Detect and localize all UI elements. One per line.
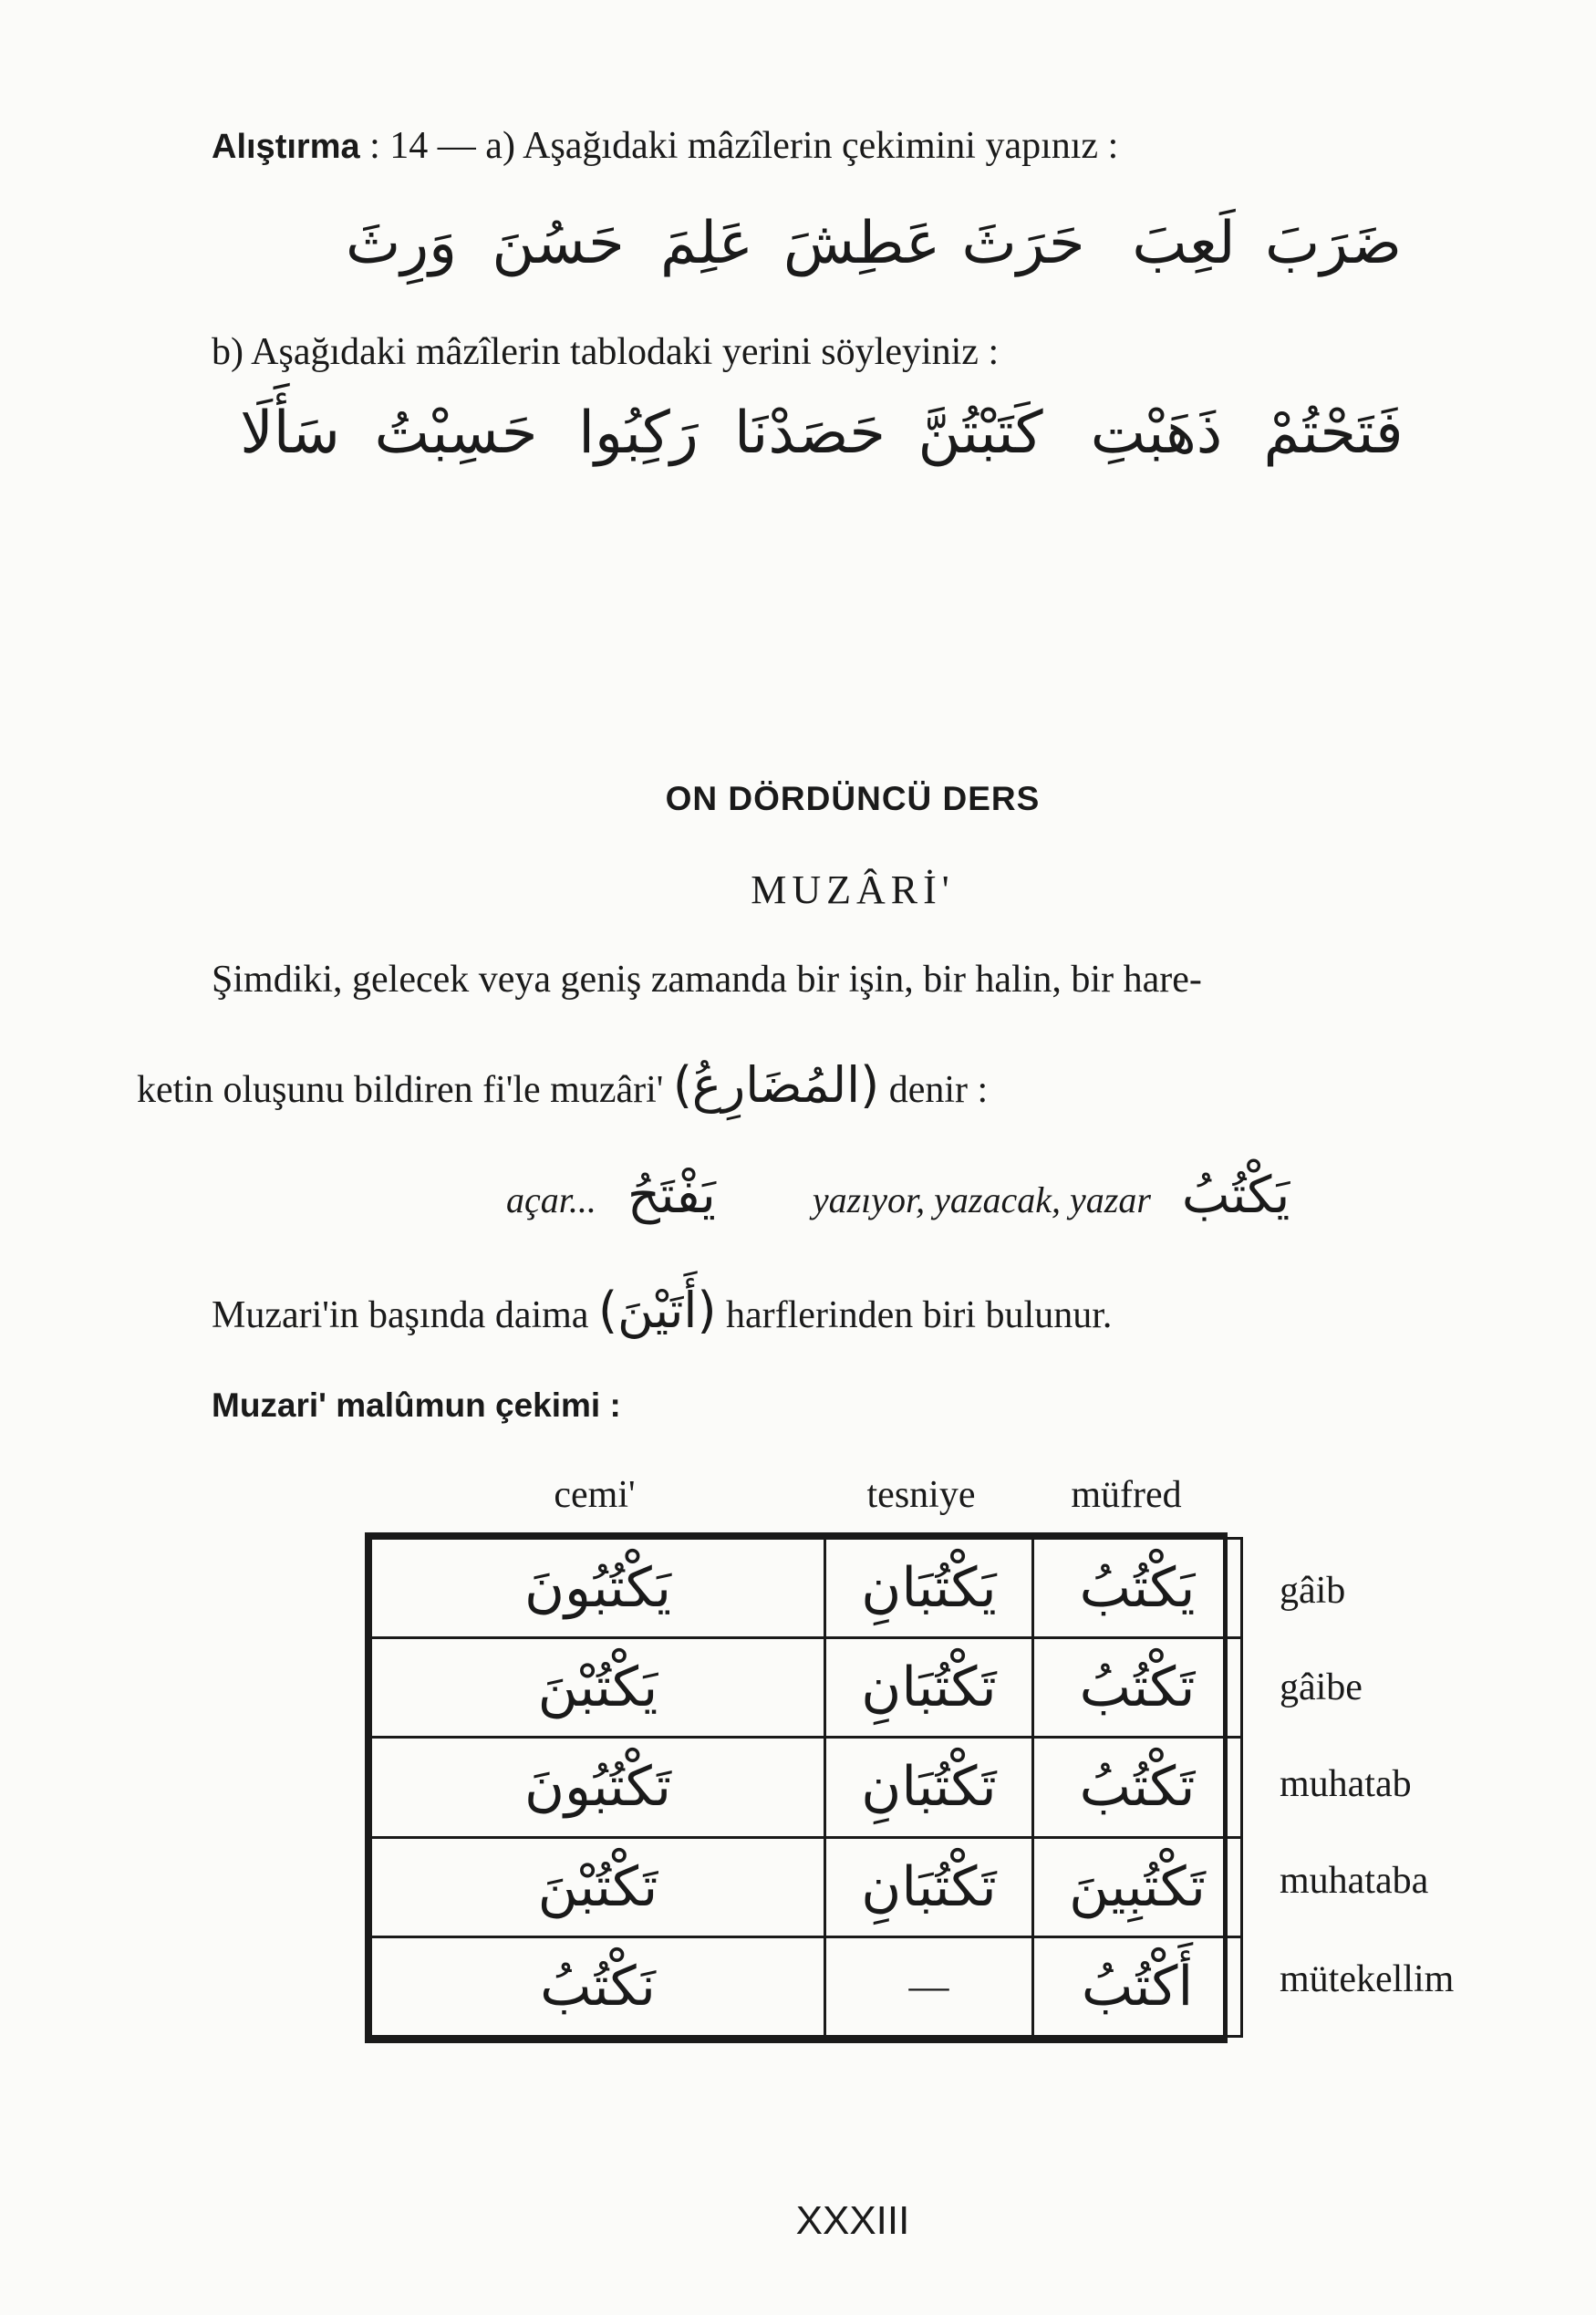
conjugation-table xyxy=(365,1532,1228,2043)
paragraph-text: denir : xyxy=(888,1069,989,1111)
exercise-part-a: a) Aşağıdaki mâzîlerin çekimini yapınız : xyxy=(485,125,1119,167)
cell-cemi: تَكْتُبُونَ xyxy=(371,1738,825,1837)
arabic-word: حَرَثَ xyxy=(961,210,1085,277)
arabic-word: حَسُنَ xyxy=(492,210,625,277)
exercise-part-b: b) Aşağıdaki mâzîlerin tablodaki yerini söyleyiniz : xyxy=(212,331,1000,373)
cell-tesniye: يَكْتُبَانِ xyxy=(825,1539,1033,1638)
column-header-tesniye: tesniye xyxy=(866,1474,976,1516)
example-row xyxy=(506,1166,1290,1225)
cell-mufred: تَكْتُبِينَ xyxy=(1033,1837,1242,1936)
cell-cemi: يَكْتُبُونَ xyxy=(371,1539,825,1638)
exercise-label: Alıştırma xyxy=(212,128,360,166)
arabic-word: ضَرَبَ xyxy=(1265,210,1402,277)
exercise-b-words xyxy=(0,400,1596,500)
cell-tesniye: — xyxy=(825,1936,1033,2036)
paragraph-text: ketin oluşunu bildiren fi'le muzâri' xyxy=(137,1069,664,1111)
conjugation-heading: Muzari' malûmun çekimi : xyxy=(212,1386,621,1424)
arabic-word: ذَهَبْتِ xyxy=(1090,400,1223,467)
exercise-heading xyxy=(212,124,1118,168)
lesson-title: ON DÖRDÜNCÜ DERS xyxy=(665,780,1041,817)
cell-mufred: تَكْتُبُ xyxy=(1033,1738,1242,1837)
row-label-mutekellim: mütekellim xyxy=(1280,1958,1455,2000)
table-row xyxy=(371,1936,1242,2036)
row-label-muhataba: muhataba xyxy=(1280,1860,1429,1902)
arabic-word: سَأَلَا xyxy=(240,400,340,467)
cell-cemi: تَكْتُبْنَ xyxy=(371,1837,825,1936)
cell-tesniye: تَكْتُبَانِ xyxy=(825,1638,1033,1738)
arabic-word: حَسِبْتُ xyxy=(374,400,538,467)
exercise-a-words xyxy=(0,210,1596,310)
cell-mufred: تَكْتُبُ xyxy=(1033,1638,1242,1738)
row-label-gaib: gâib xyxy=(1280,1570,1346,1612)
cell-tesniye: تَكْتُبَانِ xyxy=(825,1738,1033,1837)
arabic-term: (المُضَارِعُ) xyxy=(672,1056,880,1114)
page-number: XXXIII xyxy=(795,2198,910,2243)
arabic-word: رَكِبُوا xyxy=(578,400,699,467)
column-header-mufred: müfred xyxy=(1071,1474,1182,1516)
arabic-word: وَرِثَ xyxy=(345,210,458,277)
arabic-word: لَعِبَ xyxy=(1132,210,1236,277)
row-label-gaibe: gâibe xyxy=(1280,1666,1363,1708)
arabic-letters: (أَتَيْنَ) xyxy=(597,1282,717,1339)
exercise-number: : 14 — xyxy=(369,125,476,167)
arabic-word: حَصَدْنَا xyxy=(734,400,886,467)
arabic-word: عَلِمَ xyxy=(660,210,753,277)
example-arabic: يَفْتَحُ xyxy=(627,1166,716,1225)
arabic-word: فَتَحْتُمْ xyxy=(1263,400,1404,467)
row-label-muhatab: muhatab xyxy=(1280,1763,1412,1805)
table-row xyxy=(371,1738,1242,1837)
letters-text: Muzari'in başında daima xyxy=(212,1294,589,1336)
arabic-word: عَطِشَ xyxy=(782,210,941,277)
example-translation: yazıyor, yazacak, yazar xyxy=(812,1179,1151,1220)
lesson-subtitle: MUZÂRİ' xyxy=(751,867,955,912)
example-arabic: يَكْتُبُ xyxy=(1181,1166,1290,1225)
letters-text: harflerinden biri bulunur. xyxy=(726,1294,1113,1336)
cell-mufred: أَكْتُبُ xyxy=(1033,1936,1242,2036)
paragraph-line-2 xyxy=(137,1056,988,1114)
cell-cemi: نَكْتُبُ xyxy=(371,1936,825,2036)
example-translation: açar... xyxy=(506,1179,596,1220)
paragraph-line-1: Şimdiki, gelecek veya geniş zamanda bir işin, bir halin, bir hare- xyxy=(212,959,1202,1001)
column-header-cemi: cemi' xyxy=(554,1474,636,1516)
table-row xyxy=(371,1539,1242,1638)
cell-tesniye: تَكْتُبَانِ xyxy=(825,1837,1033,1936)
arabic-word: كَتَبْتُنَّ xyxy=(917,400,1043,467)
cell-cemi: يَكْتُبْنَ xyxy=(371,1638,825,1738)
table-row xyxy=(371,1638,1242,1738)
table-row xyxy=(371,1837,1242,1936)
cell-mufred: يَكْتُبُ xyxy=(1033,1539,1242,1638)
letters-line xyxy=(212,1282,1112,1339)
